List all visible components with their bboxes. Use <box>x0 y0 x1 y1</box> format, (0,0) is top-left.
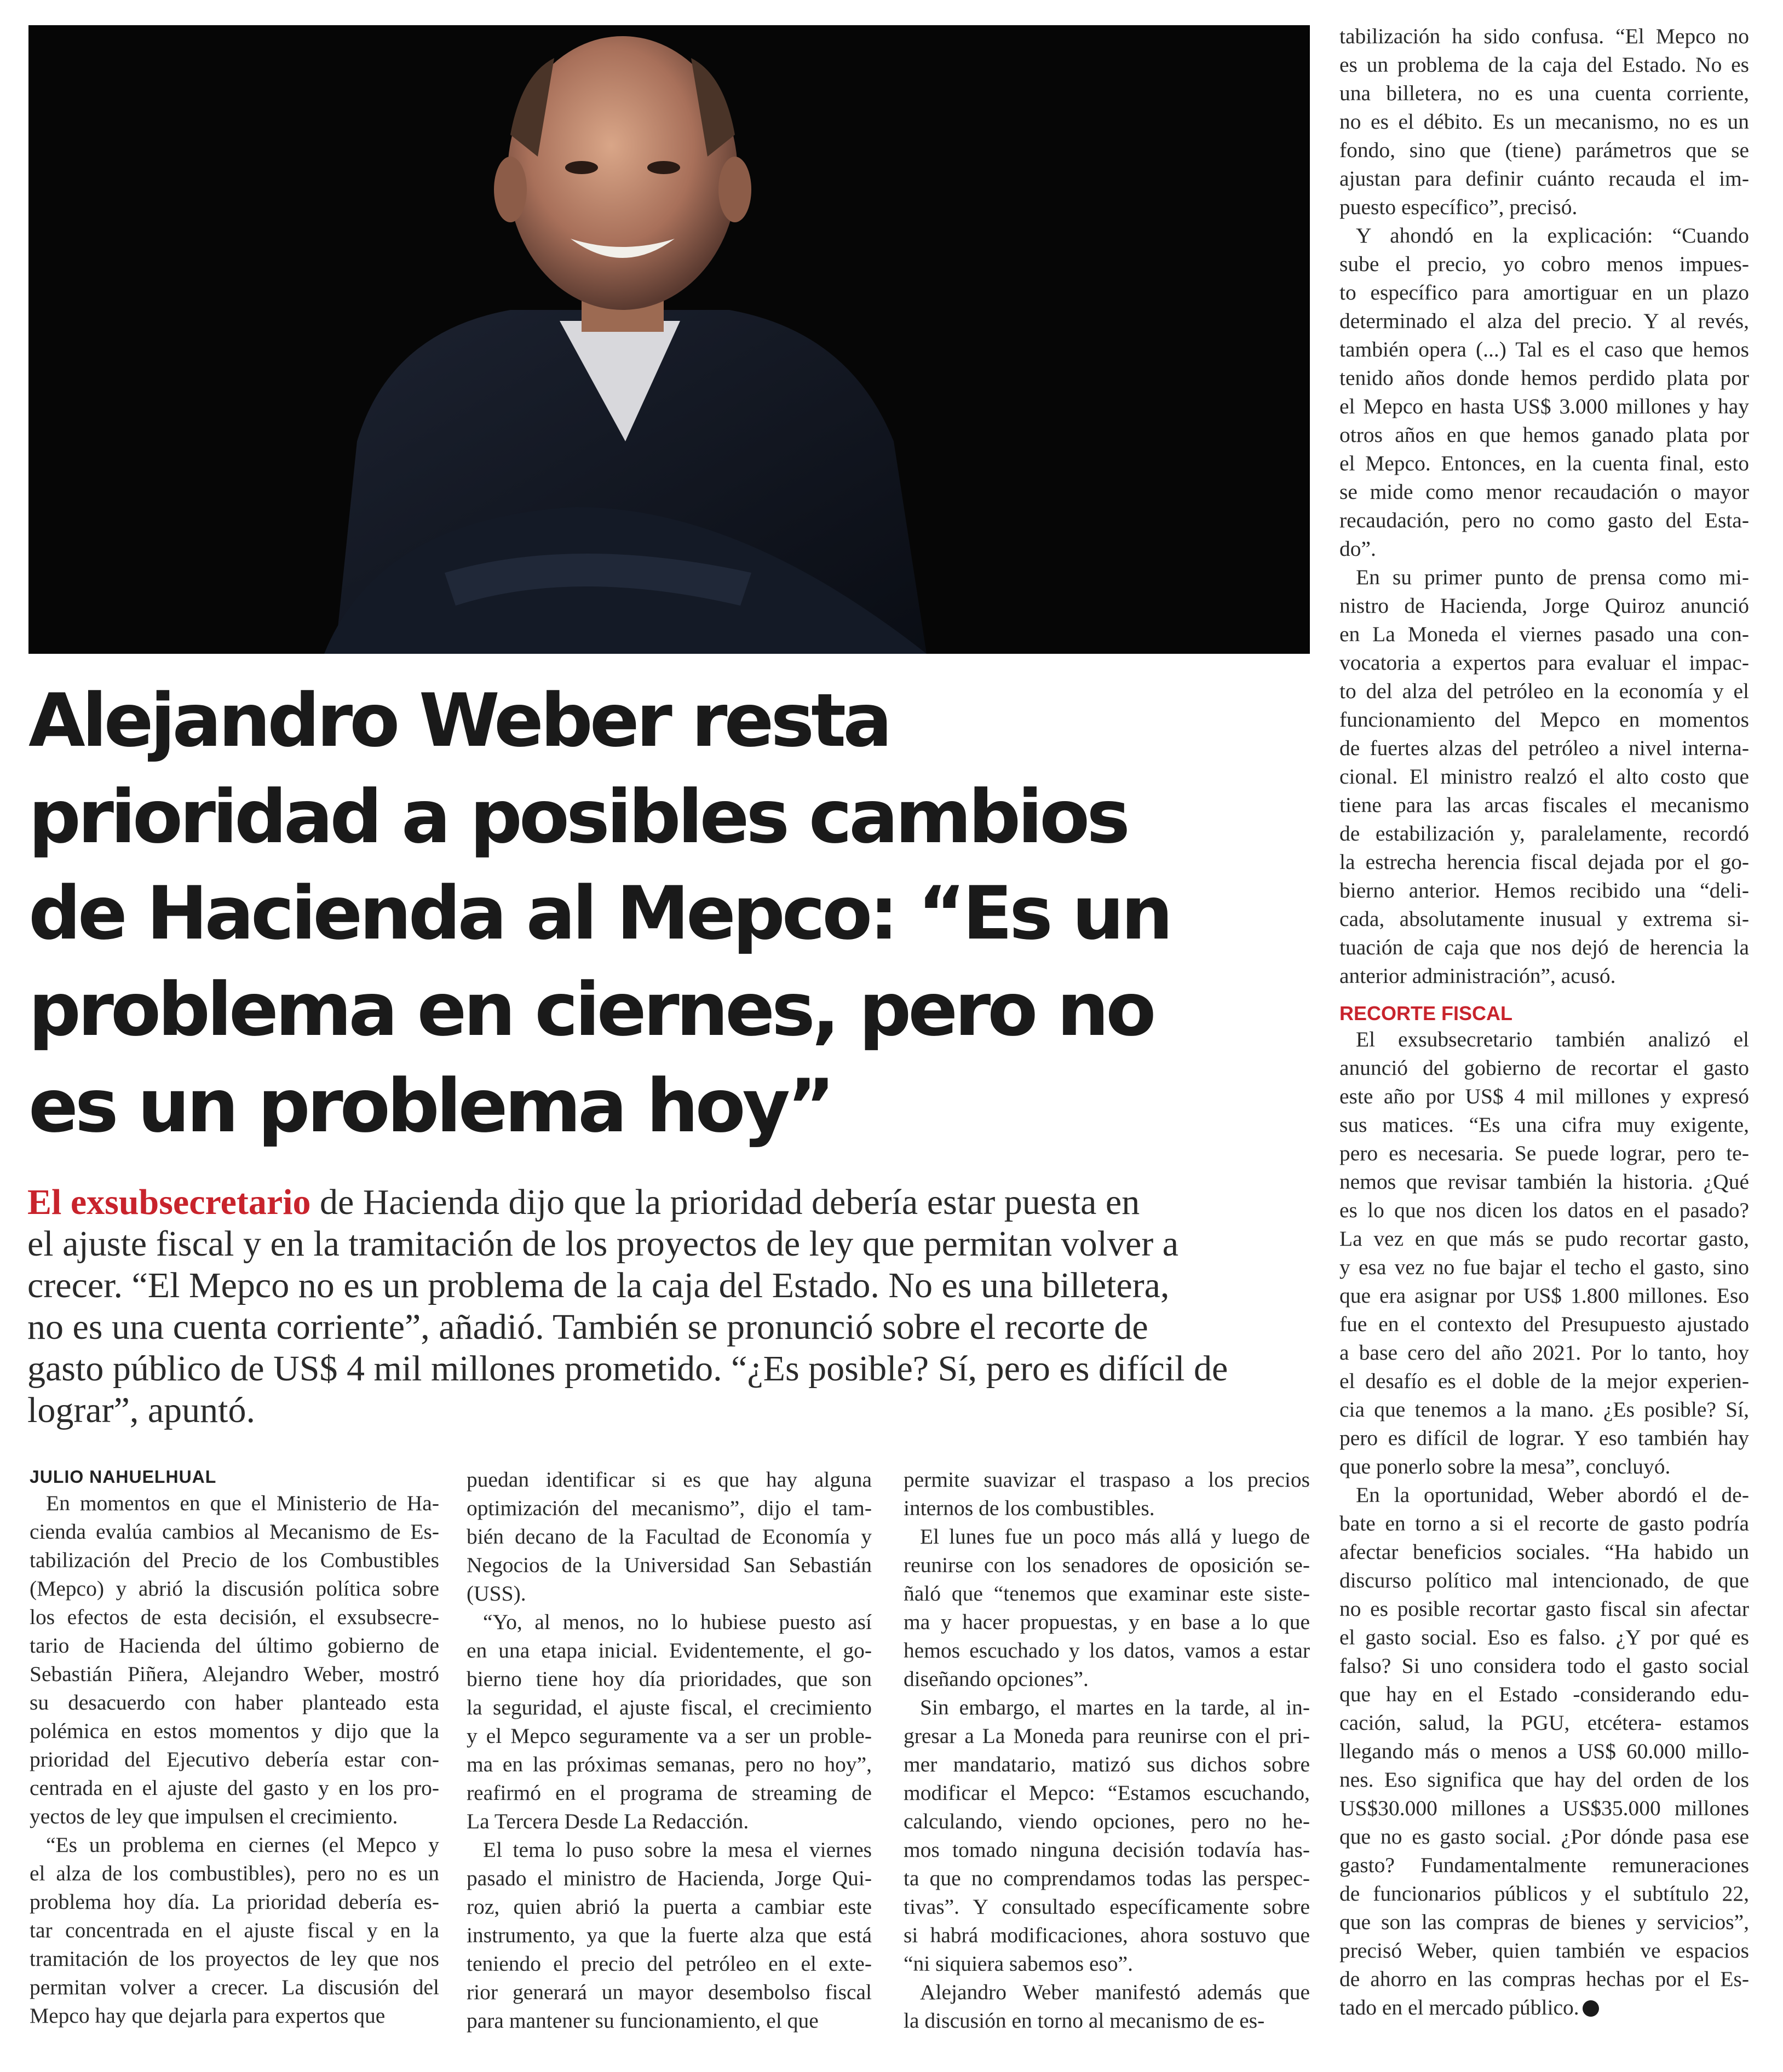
text-line: una billetera, no es una cuenta corriente, <box>1339 81 1749 105</box>
text-line: gresar a La Moneda para reunirse con el pri- <box>904 1724 1310 1748</box>
text-line: hemos escuchado y los datos, vamos a estar <box>904 1638 1310 1662</box>
lede-line: gasto público de US$ 4 mil millones prometido. “¿Es posible? Sí, pero es difícil de <box>27 1349 1228 1389</box>
text-line: bién decano de la Facultad de Economía y <box>467 1524 872 1549</box>
text-line: vocatoria a expertos para evaluar el impac- <box>1339 651 1749 675</box>
text-line: no es posible recortar gasto fiscal sin afectar <box>1339 1597 1749 1621</box>
text-line: la discusión en torno al mecanismo de es- <box>904 2008 1265 2033</box>
text-line: precisó Weber, quien también ve espacios <box>1339 1938 1749 1962</box>
text-line: su desacuerdo con haber planteado esta <box>30 1690 439 1714</box>
lede-lead-in: El exsubsecretario <box>27 1182 311 1222</box>
text-line: pasado el ministro de Hacienda, Jorge Qui- <box>467 1866 872 1890</box>
text-line: ma y hacer propuestas, y en base a lo que <box>904 1610 1310 1634</box>
text-line: cienda evalúa cambios al Mecanismo de Es- <box>30 1520 439 1544</box>
text-line: to específico para amortiguar en un plazo <box>1339 280 1749 304</box>
text-line: calculando, viendo opciones, pero no he- <box>904 1809 1310 1833</box>
portrait-image <box>28 25 1310 654</box>
text-line: determinado el alza del precio. Y al revés, <box>1339 309 1749 333</box>
column-lines <box>1339 22 1749 990</box>
text-line: cación, salud, la PGU, etcétera- estamos <box>1339 1711 1749 1735</box>
text-line: Sin embargo, el martes en la tarde, al in- <box>920 1695 1310 1719</box>
body-column-3 <box>904 1465 1310 2035</box>
text-line: US$30.000 millones a US$35.000 millones <box>1339 1796 1749 1820</box>
text-line: el desafío es el doble de la mejor experien- <box>1339 1369 1749 1393</box>
headline <box>28 672 1304 1154</box>
text-line: El lunes fue un poco más allá y luego de <box>920 1524 1310 1549</box>
text-line: la estrecha herencia fiscal dejada por el go- <box>1339 850 1749 874</box>
text-line: en una etapa inicial. Evidentemente, el go- <box>467 1638 872 1662</box>
text-line: “Es un problema en ciernes (el Mepco y <box>46 1833 439 1857</box>
text-line: Negocios de la Universidad San Sebastián <box>467 1553 872 1577</box>
text-line: si habrá modificaciones, ahora sostuvo que <box>904 1923 1310 1947</box>
body-column-4 <box>1339 22 1749 2022</box>
text-line: bierno anterior. Hemos recibido una “deli- <box>1339 878 1749 902</box>
text-line: y esa vez no fue bajar el techo el gasto, sino <box>1339 1255 1749 1279</box>
text-line: diseñando opciones”. <box>904 1667 1089 1691</box>
text-line: roz, quien abrió la puerta a cambiar este <box>467 1895 872 1919</box>
text-line: sus matices. “Es una cifra muy exigente, <box>1339 1113 1749 1137</box>
lede-line: crecer. “El Mepco no es un problema de la caja del Estado. No es una billetera, <box>27 1265 1170 1305</box>
text-line: reunirse con los senadores de oposición se- <box>904 1553 1310 1577</box>
lede-line: lograr”, apuntó. <box>27 1390 256 1430</box>
text-line: Alejandro Weber manifestó además que <box>920 1980 1310 2004</box>
text-line: “ni siquiera sabemos eso”. <box>904 1952 1134 1976</box>
text-line: cada, absolutamente inusual y extrema si- <box>1339 907 1749 931</box>
text-line: permitan volver a crecer. La discusión del <box>30 1975 439 1999</box>
text-line: pero es necesaria. Se puede lograr, pero te- <box>1339 1141 1749 1165</box>
body-column-2 <box>467 1465 872 2035</box>
text-line: se mide como menor recaudación o mayor <box>1339 480 1749 504</box>
lede <box>27 1182 1309 1431</box>
text-line: el Mepco. Entonces, en la cuenta final, esto <box>1339 451 1749 475</box>
column-lines <box>467 1465 872 2035</box>
text-line: de funcionarios públicos y el subtítulo 22, <box>1339 1881 1749 1906</box>
text-line: pero es difícil de lograr. Y eso también hay <box>1339 1426 1749 1450</box>
text-line: para mantener su funcionamiento, el que <box>467 2008 819 2033</box>
text-line: tivas”. Y consultado específicamente sobre <box>904 1895 1310 1919</box>
text-line: modificar el Mepco: “Estamos escuchando, <box>904 1781 1310 1805</box>
text-line: mos tomado ninguna decisión todavía has- <box>904 1838 1310 1862</box>
text-line: a base cero del año 2021. Por lo tanto, hoy <box>1339 1340 1749 1365</box>
section-heading: RECORTE FISCAL <box>1339 1002 1513 1025</box>
text-line: otros años en que hemos ganado plata por <box>1339 423 1749 447</box>
headline-line: es un problema hoy” <box>28 1063 832 1149</box>
text-line: ñaló que “tenemos que examinar este siste- <box>904 1581 1310 1605</box>
text-line: es un problema de la caja del Estado. No es <box>1339 53 1749 77</box>
byline: JULIO NAHUELHUAL <box>30 1467 217 1487</box>
text-line: tuación de caja que nos dejó de herencia la <box>1339 935 1749 959</box>
text-line: to del alza del petróleo en la economía y el <box>1339 679 1749 703</box>
text-line: tario de Hacienda del último gobierno de <box>30 1633 439 1657</box>
article-photo <box>28 25 1310 654</box>
text-line: nes. Eso significa que hay del orden de los <box>1339 1768 1749 1792</box>
text-line: En la oportunidad, Weber abordó el de- <box>1356 1483 1749 1507</box>
text-line: mer mandatario, matizó sus dichos sobre <box>904 1752 1310 1776</box>
headline-line: de Hacienda al Mepco: “Es un <box>28 871 1170 956</box>
headline-line: problema en ciernes, pero no <box>28 967 1153 1052</box>
text-line: (Mepco) y abrió la discusión política sobre <box>30 1576 439 1601</box>
text-line: rior generará un mayor desembolso fiscal <box>467 1980 872 2004</box>
text-line: La vez en que más se pudo recortar gasto, <box>1339 1227 1749 1251</box>
text-line: ajustan para definir cuánto recauda el im- <box>1339 166 1749 191</box>
text-line: tenido años donde hemos perdido plata por <box>1339 366 1749 390</box>
text-line: y el Mepco seguramente va a ser un proble- <box>467 1724 872 1748</box>
text-line: ta que no comprendamos todas las perspec- <box>904 1866 1310 1890</box>
text-line: Mepco hay que dejarla para expertos que <box>30 2004 386 2028</box>
text-line: (USS). <box>467 1581 526 1605</box>
column-lines <box>1339 1025 1749 2022</box>
text-line: es lo que nos dicen los datos en el pasado? <box>1339 1198 1749 1222</box>
lede-line <box>27 1182 1309 1223</box>
text-line: de estabilización y, paralelamente, recordó <box>1339 821 1749 845</box>
text-line: cional. El ministro realzó el alto costo que <box>1339 764 1749 788</box>
text-line: “Yo, al menos, no lo hubiese puesto así <box>483 1610 872 1634</box>
text-line: falso? Si uno considera todo el gasto social <box>1339 1654 1749 1678</box>
text-line: los efectos de esta decisión, el exsubsecre- <box>30 1605 439 1629</box>
text-line: reafirmó en el programa de streaming de <box>467 1781 872 1805</box>
text-line: permite suavizar el traspaso a los precios <box>904 1467 1310 1492</box>
text-line: cia que tenemos a la mano. ¿Es posible? Sí, <box>1339 1397 1749 1421</box>
text-line: puedan identificar si es que hay alguna <box>467 1467 872 1492</box>
text-line: Sebastián Piñera, Alejandro Weber, mostró <box>30 1662 439 1686</box>
text-line: ma en las próximas semanas, pero no hoy”, <box>467 1752 872 1776</box>
headline-line: prioridad a posibles cambios <box>28 774 1127 860</box>
text-line: el alza de los combustibles), pero no es un <box>30 1861 439 1885</box>
text-line: tabilización del Precio de los Combustibles <box>30 1548 439 1572</box>
text-line: En momentos en que el Ministerio de Ha- <box>46 1491 439 1515</box>
body-column-1 <box>30 1465 439 2030</box>
column-lines <box>30 1489 439 2030</box>
text-line: que ponerlo sobre la mesa”, concluyó. <box>1339 1454 1671 1478</box>
text-line: también opera (...) Tal es el caso que hemos <box>1339 337 1749 361</box>
text-line: sube el precio, yo cobro menos impues- <box>1339 252 1749 276</box>
text-line: que era asignar por US$ 1.800 millones. Eso <box>1339 1284 1749 1308</box>
text-line: gasto? Fundamentalmente remuneraciones <box>1339 1853 1749 1877</box>
text-line: la seguridad, el ajuste fiscal, el crecimiento <box>467 1695 872 1719</box>
text-line: optimización del mecanismo”, dijo el tam- <box>467 1496 872 1520</box>
text-line: teniendo el precio del petróleo en el exte- <box>467 1952 872 1976</box>
text-line: El exsubsecretario también analizó el <box>1356 1027 1749 1051</box>
text-line: Y ahondó en la explicación: “Cuando <box>1356 223 1749 248</box>
text-line: tado en el mercado público. <box>1339 1993 1749 2022</box>
text-line: que son las compras de bienes y servicios”, <box>1339 1910 1749 1934</box>
headline-line: Alejandro Weber resta <box>28 678 889 763</box>
text-line: La Tercera Desde La Redacción. <box>467 1809 749 1833</box>
lede-line: no es una cuenta corriente”, añadió. También se pronunció sobre el recorte de <box>27 1307 1148 1347</box>
text-line: nemos que revisar también la historia. ¿Qué <box>1339 1170 1749 1194</box>
lede-text: de Hacienda dijo que la prioridad debería estar puesta en <box>310 1182 1140 1222</box>
text-line: prioridad del Ejecutivo debería estar con- <box>30 1747 439 1771</box>
text-line: el Mepco en hasta US$ 3.000 millones y hay <box>1339 394 1749 418</box>
text-line: yectos de ley que impulsen el crecimiento. <box>30 1804 398 1828</box>
text-line: llegando más o menos a US$ 60.000 millo- <box>1339 1739 1749 1763</box>
text-line: fondo, sino que (tiene) parámetros que se <box>1339 138 1749 162</box>
text-line: bate en torno a si el recorte de gasto podría <box>1339 1511 1749 1535</box>
text-line: centrada en el ajuste del gasto y en los pro- <box>30 1776 439 1800</box>
text-line: El tema lo puso sobre la mesa el viernes <box>483 1838 872 1862</box>
end-of-article-icon <box>1583 2000 1599 2017</box>
text-line: en La Moneda el viernes pasado una con- <box>1339 622 1749 646</box>
text-line: de ahorro en las compras hechas por el Es- <box>1339 1967 1749 1991</box>
text-line: el gasto social. Eso es falso. ¿Y por qué es <box>1339 1625 1749 1649</box>
lede-line: el ajuste fiscal y en la tramitación de los proyectos de ley que permitan volver a <box>27 1224 1179 1264</box>
text-line: este año por US$ 4 mil millones y expresó <box>1339 1084 1749 1108</box>
text-line: polémica en estos momentos y dijo que la <box>30 1719 439 1743</box>
text-line: internos de los combustibles. <box>904 1496 1155 1520</box>
text-line: funcionamiento del Mepco en momentos <box>1339 707 1749 732</box>
text-line: recaudación, pero no como gasto del Esta- <box>1339 508 1749 532</box>
text-line: puesto específico”, precisó. <box>1339 195 1578 219</box>
text-line: tar concentrada en el ajuste fiscal y en la <box>30 1918 439 1942</box>
text-line: do”. <box>1339 537 1376 561</box>
text-line: instrumento, ya que la fuerte alza que está <box>467 1923 872 1947</box>
text-line: En su primer punto de prensa como mi- <box>1356 565 1749 589</box>
text-line: tiene para las arcas fiscales el mecanismo <box>1339 793 1749 817</box>
text-line: tramitación de los proyectos de ley que nos <box>30 1947 439 1971</box>
text-line: fue en el contexto del Presupuesto ajustado <box>1339 1312 1749 1336</box>
text-line: que hay en el Estado -considerando edu- <box>1339 1682 1749 1706</box>
text-line: anterior administración”, acusó. <box>1339 964 1616 988</box>
text-line: de fuertes alzas del petróleo a nivel interna- <box>1339 736 1749 760</box>
text-line: no es el débito. Es un mecanismo, no es un <box>1339 110 1749 134</box>
text-line: nistro de Hacienda, Jorge Quiroz anunció <box>1339 594 1749 618</box>
text-line: bierno tiene hoy día prioridades, que son <box>467 1667 872 1691</box>
text-line: tabilización ha sido confusa. “El Mepco no <box>1339 24 1749 48</box>
text-line: anunció del gobierno de recortar el gasto <box>1339 1056 1749 1080</box>
text-line: discurso político mal intencionado, de que <box>1339 1568 1749 1592</box>
text-line: afectar beneficios sociales. “Ha habido un <box>1339 1540 1749 1564</box>
column-lines <box>904 1465 1310 2035</box>
text-line: que no es gasto social. ¿Por dónde pasa ese <box>1339 1824 1749 1849</box>
text-line: problema hoy día. La prioridad debería es- <box>30 1890 439 1914</box>
